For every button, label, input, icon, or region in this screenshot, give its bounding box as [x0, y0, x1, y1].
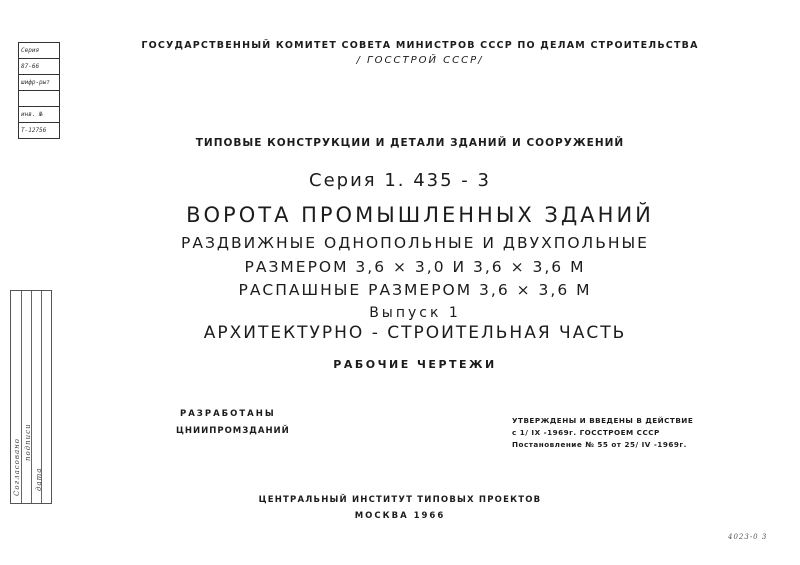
stamp-row: 87-66 [19, 59, 59, 75]
stamp-row: Т-12756 [21, 127, 47, 134]
title-line-3: РАЗМЕРОМ 3,6 × 3,0 И 3,6 × 3,6 М [244, 258, 586, 276]
stamp-row [19, 91, 59, 107]
part-title: АРХИТЕКТУРНО - СТРОИТЕЛЬНАЯ ЧАСТЬ [203, 323, 627, 343]
institute-name: ЦЕНТРАЛЬНЫЙ ИНСТИТУТ ТИПОВЫХ ПРОЕКТОВ [258, 495, 542, 505]
stamp-row: инв. № [19, 107, 59, 123]
strip-divider [21, 291, 22, 503]
title-line-2: РАЗДВИЖНЫЕ ОДНОПОЛЬНЫЕ И ДВУХПОЛЬНЫЕ [181, 234, 649, 252]
title-line-4: РАСПАШНЫЕ РАЗМЕРОМ 3,6 × 3,6 М [238, 281, 592, 299]
stamp-row: шифр-рыт [19, 75, 59, 91]
approval-block [512, 415, 702, 451]
corner-inventory-note: 4023-0 3 [728, 533, 768, 541]
document-title: ВОРОТА ПРОМЫШЛЕННЫХ ЗДАНИЙ [186, 203, 654, 227]
approval-line: Постановление № 55 от 25/ IV -1969г. [512, 440, 687, 449]
strip-note: дата [35, 467, 43, 491]
gosstroy-heading: / ГОССТРОЙ СССР/ [356, 55, 484, 66]
issue-number: Выпуск 1 [369, 305, 461, 321]
approval-line: УТВЕРЖДЕНЫ И ВВЕДЕНЫ В ДЕЙСТВИЕ [512, 416, 694, 425]
strip-note: подписи [24, 423, 32, 461]
city-year: МОСКВА 1966 [354, 511, 446, 521]
developer-label: РАЗРАБОТАНЫ [180, 409, 276, 419]
ministry-heading: ГОСУДАРСТВЕННЫЙ КОМИТЕТ СОВЕТА МИНИСТРОВ СССР ПО ДЕЛАМ СТРОИТЕЛЬСТВА [141, 40, 699, 51]
approval-line: с 1/ IX -1969г. ГОССТРОЕМ СССР [512, 428, 660, 437]
strip-note: Согласовано [13, 438, 21, 496]
working-drawings-label: РАБОЧИЕ ЧЕРТЕЖИ [333, 358, 497, 371]
developer-org: ЦНИИПРОМЗДАНИЙ [176, 426, 290, 436]
typical-constructions-heading: ТИПОВЫЕ КОНСТРУКЦИИ И ДЕТАЛИ ЗДАНИЙ И СООРУЖЕНИЙ [195, 137, 625, 149]
series-number: Серия 1. 435 - 3 [309, 170, 491, 191]
stamp-row: Серия [19, 43, 59, 59]
